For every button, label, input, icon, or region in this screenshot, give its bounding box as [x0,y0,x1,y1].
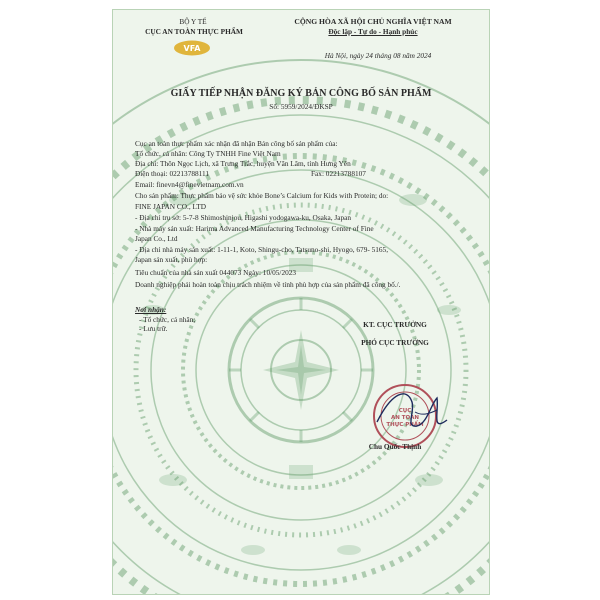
svg-text:AN TOÀN: AN TOÀN [391,415,419,421]
organization: Tổ chức, cá nhân: Công Ty TNHH Fine Việt Nam [135,149,281,158]
headquarters-address: - Địa chỉ trụ sở: 5-7-8 Shimoshinjou, Higashi yodogawa-ku, Osaka, Japan [135,213,352,222]
recipients-heading: Nơi nhận: [135,305,167,314]
place-date: Hà Nội, ngày 24 tháng 08 năm 2024 [324,51,432,60]
recipient-item: - Tổ chức, cá nhân; [139,315,196,324]
organization-address: Địa chỉ: Thôn Ngọc Lịch, xã Trưng Trắc, huyện Văn Lâm, tỉnh Hưng Yên [135,159,351,168]
ministry-name: BỘ Y TẾ [179,17,207,26]
document-number: Số: 5959/2024/ĐKSP [269,102,333,111]
manufacturer: FINE JAPAN CO., LTD [135,202,207,211]
agency-name: CỤC AN TOÀN THỰC PHẨM [145,27,243,36]
factory-line-2: Japan Co., Ltd [135,234,178,243]
standard-line: Tiêu chuẩn của nhà sản xuất 044073 Ngày: 10/05/2023 [135,268,297,277]
phone-number: Điện thoại: 02213788111 [135,169,210,178]
signer-name: Chu Quốc Thịnh [368,442,422,451]
recipient-item: - Lưu trữ. [139,324,168,333]
email-address: Email: finevn4@finevietnam.com.vn [135,180,244,189]
fax-number: Fax: 02213788107 [311,169,366,178]
signer-title: PHÓ CỤC TRƯỞNG [361,338,429,347]
national-motto: Độc lập - Tự do - Hạnh phúc [328,27,418,36]
factory-address-line-1: - Địa chỉ nhà máy sản xuất: 1-11-1, Koto, Shingu-cho, Tatsuno-shi, Hyogo, 679- 5165, [135,245,389,254]
factory-address-line-2: Japan sản xuất, phù hợp: [135,255,208,264]
handwritten-signature [367,382,453,440]
signing-capacity: KT. CỤC TRƯỞNG [363,320,427,329]
agency-logo-text: VFA [183,44,201,53]
svg-text:THỰC PHẨM: THỰC PHẨM [386,422,424,428]
intro-text: Cục an toàn thực phẩm xác nhận đã nhận Bản công bố sản phẩm của: [135,139,338,148]
document-title: GIẤY TIẾP NHẬN ĐĂNG KÝ BẢN CÔNG BỐ SẢN PHẨM [170,88,432,99]
product-line: Cho sản phẩm: Thực phẩm bảo vệ sức khỏe Bone’s Calcium for Kids with Protein; do: [135,191,389,200]
factory-line-1: - Nhà máy sản xuất: Harima Advanced Manufacturing Technology Center of Fine [135,224,374,233]
agency-logo [173,40,211,56]
responsibility-statement: Doanh nghiệp phải hoàn toàn chịu trách nhiệm về tính phù hợp của sản phẩm đã công bố./. [135,280,401,289]
svg-text:CỤC: CỤC [398,408,412,414]
country-name: CỘNG HÒA XÃ HỘI CHỦ NGHĨA VIỆT NAM [294,17,452,26]
certificate-document [112,9,490,595]
